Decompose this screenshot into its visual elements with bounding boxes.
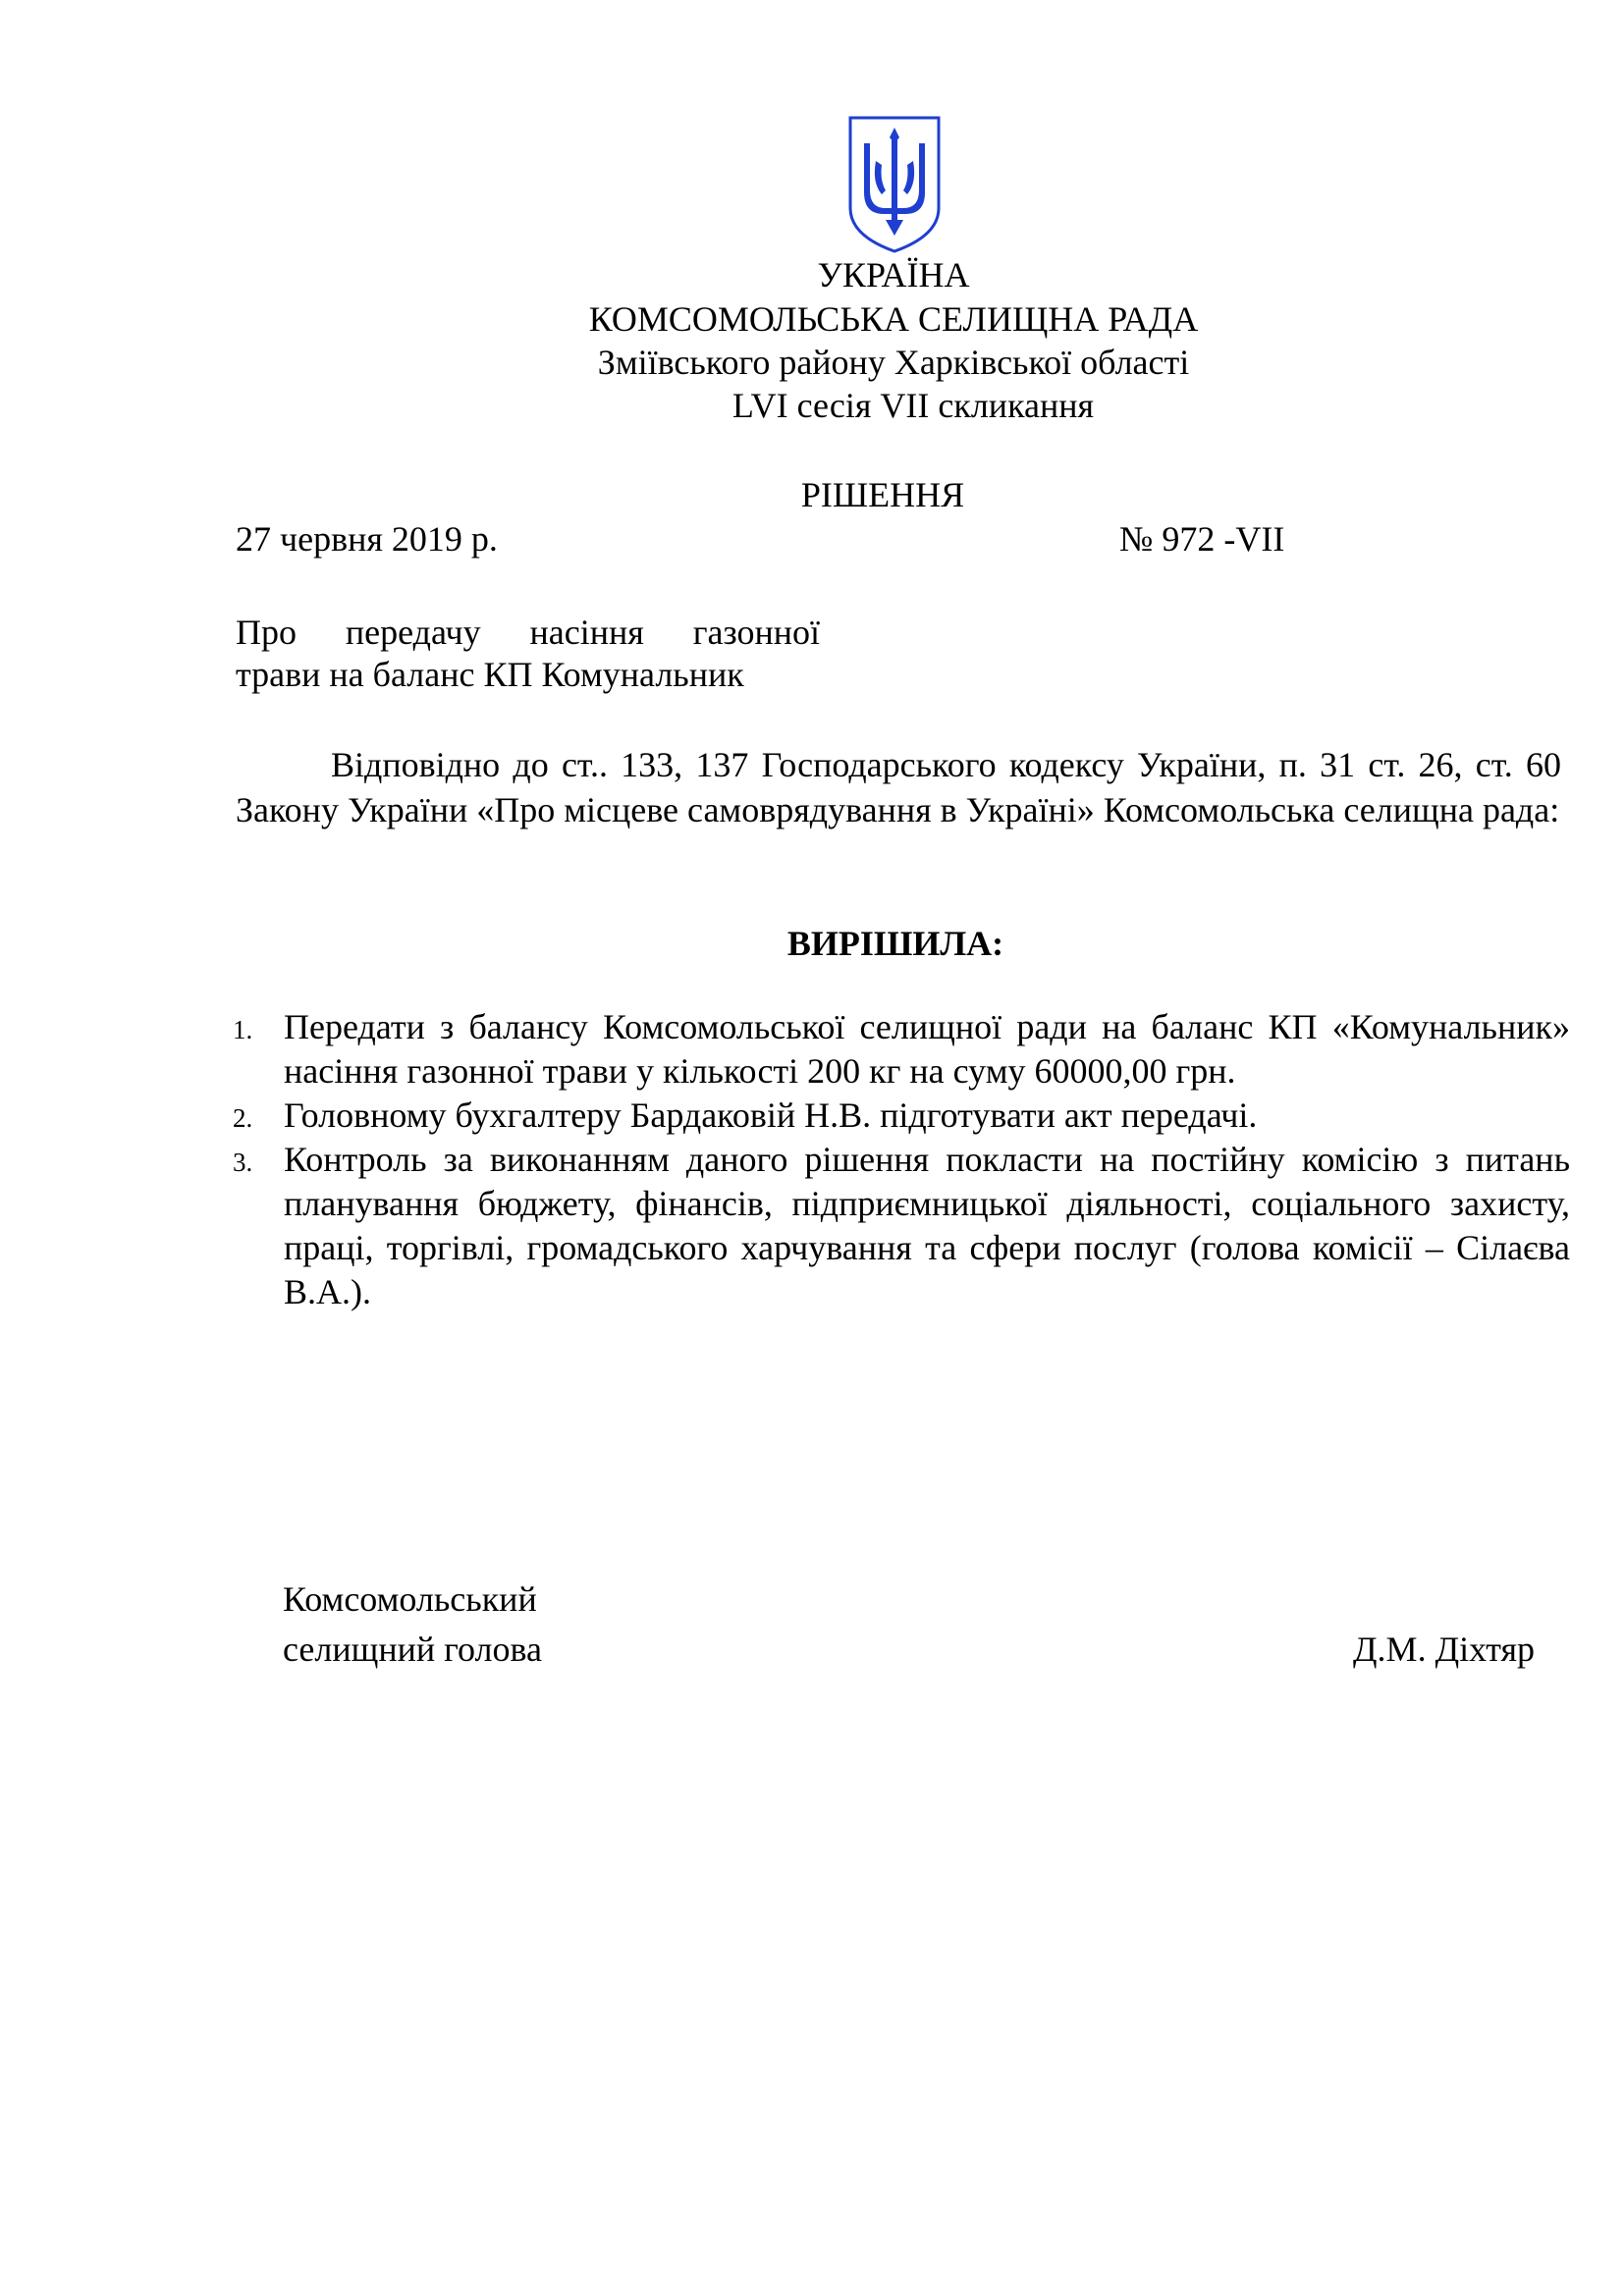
signature-name: Д.М. Діхтяр: [1353, 1629, 1536, 1669]
header-council: КОМСОМОЛЬСЬКА СЕЛИЩНА РАДА: [588, 299, 1199, 339]
decision-title: РІШЕННЯ: [800, 475, 965, 514]
decision-items-list: [233, 1005, 1570, 1314]
header-session: LVI сесія VII скликання: [731, 386, 1095, 425]
list-item-text: Головному бухгалтеру Бардаковій Н.В. підготувати акт передачі.: [284, 1095, 1258, 1135]
resolved-heading: ВИРІШИЛА:: [786, 924, 1004, 963]
header-country: УКРАЇНА: [817, 255, 970, 294]
signature-position-line-2: селищний голова: [283, 1629, 543, 1669]
list-item: [233, 1005, 1570, 1094]
list-item-number: 2.: [233, 1103, 253, 1133]
list-item: [233, 1138, 1570, 1314]
decision-number: № 972 -VII: [1119, 519, 1285, 559]
decision-date: 27 червня 2019 р.: [236, 519, 498, 559]
header-district: Зміївського району Харківської області: [597, 343, 1190, 382]
list-item: [233, 1094, 1570, 1138]
trident-coat-of-arms-icon: [846, 114, 943, 255]
signature-position-line-1: Комсомольський: [283, 1579, 537, 1619]
preamble-paragraph: Відповідно до ст.. 133, 137 Господарського кодексу України, п. 31 ст. 26, ст. 60 Закону України «Про місцеве самоврядування в Україні» Комсомольська селищна рада:: [236, 745, 1561, 829]
subject-line-1: Про передачу насіння газонної: [236, 613, 820, 652]
list-item-text: Контроль за виконанням даного рішення покласти на постійну комісію з питань планування бюджету, фінансів, підприємницької діяльності, соціального захисту, праці, торгівлі, громадського харчування та сфери послуг (голова комісії – Сілаєва В.А.).: [284, 1140, 1570, 1311]
list-item-number: 3.: [233, 1148, 253, 1177]
subject-line-2: трави на баланс КП Комунальник: [236, 655, 744, 694]
list-item-text: Передати з балансу Комсомольської селищної ради на баланс КП «Комунальник» насіння газонної трави у кількості 200 кг на суму 60000,00 грн.: [284, 1007, 1570, 1091]
list-item-number: 1.: [233, 1015, 253, 1044]
